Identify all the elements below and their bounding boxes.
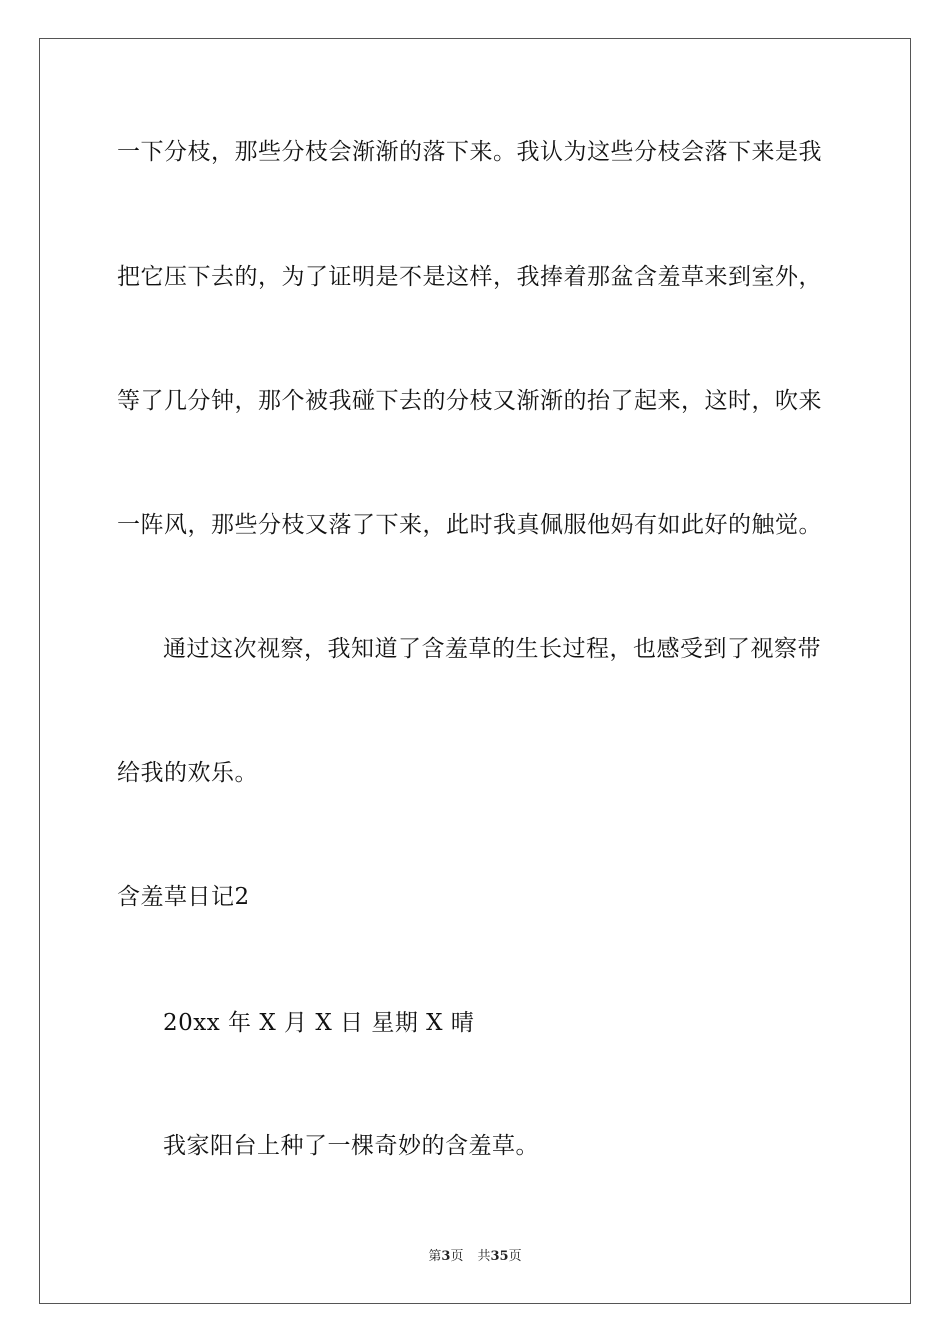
body-line-4: 一阵风，那些分枝又落了下来，此时我真佩服他妈有如此好的触觉。 <box>117 512 822 538</box>
page-frame <box>39 38 911 1304</box>
body-line-5: 通过这次视察，我知道了含羞草的生长过程，也感受到了视察带 <box>163 636 821 662</box>
total-suffix: 页 <box>508 1249 522 1264</box>
body-line-7: 我家阳台上种了一棵奇妙的含羞草。 <box>163 1133 539 1159</box>
body-line-6: 给我的欢乐。 <box>117 760 258 786</box>
section-heading: 含羞草日记2 <box>117 884 250 910</box>
body-line-1: 一下分枝，那些分枝会渐渐的落下来。我认为这些分枝会落下来是我 <box>117 139 822 165</box>
page-number: 3 <box>441 1249 451 1264</box>
total-prefix: 共 <box>477 1249 491 1264</box>
body-line-2: 把它压下去的，为了证明是不是这样，我捧着那盆含羞草来到室外， <box>117 264 822 290</box>
page-prefix: 第 <box>428 1249 442 1264</box>
page-suffix: 页 <box>450 1249 464 1264</box>
body-line-3: 等了几分钟，那个被我碰下去的分枝又渐渐的抬了起来，这时，吹来 <box>117 388 822 414</box>
page-footer <box>0 1248 950 1266</box>
date-line: 20xx 年 X 月 X 日 星期 X 晴 <box>163 1010 475 1036</box>
total-pages: 35 <box>490 1249 509 1264</box>
